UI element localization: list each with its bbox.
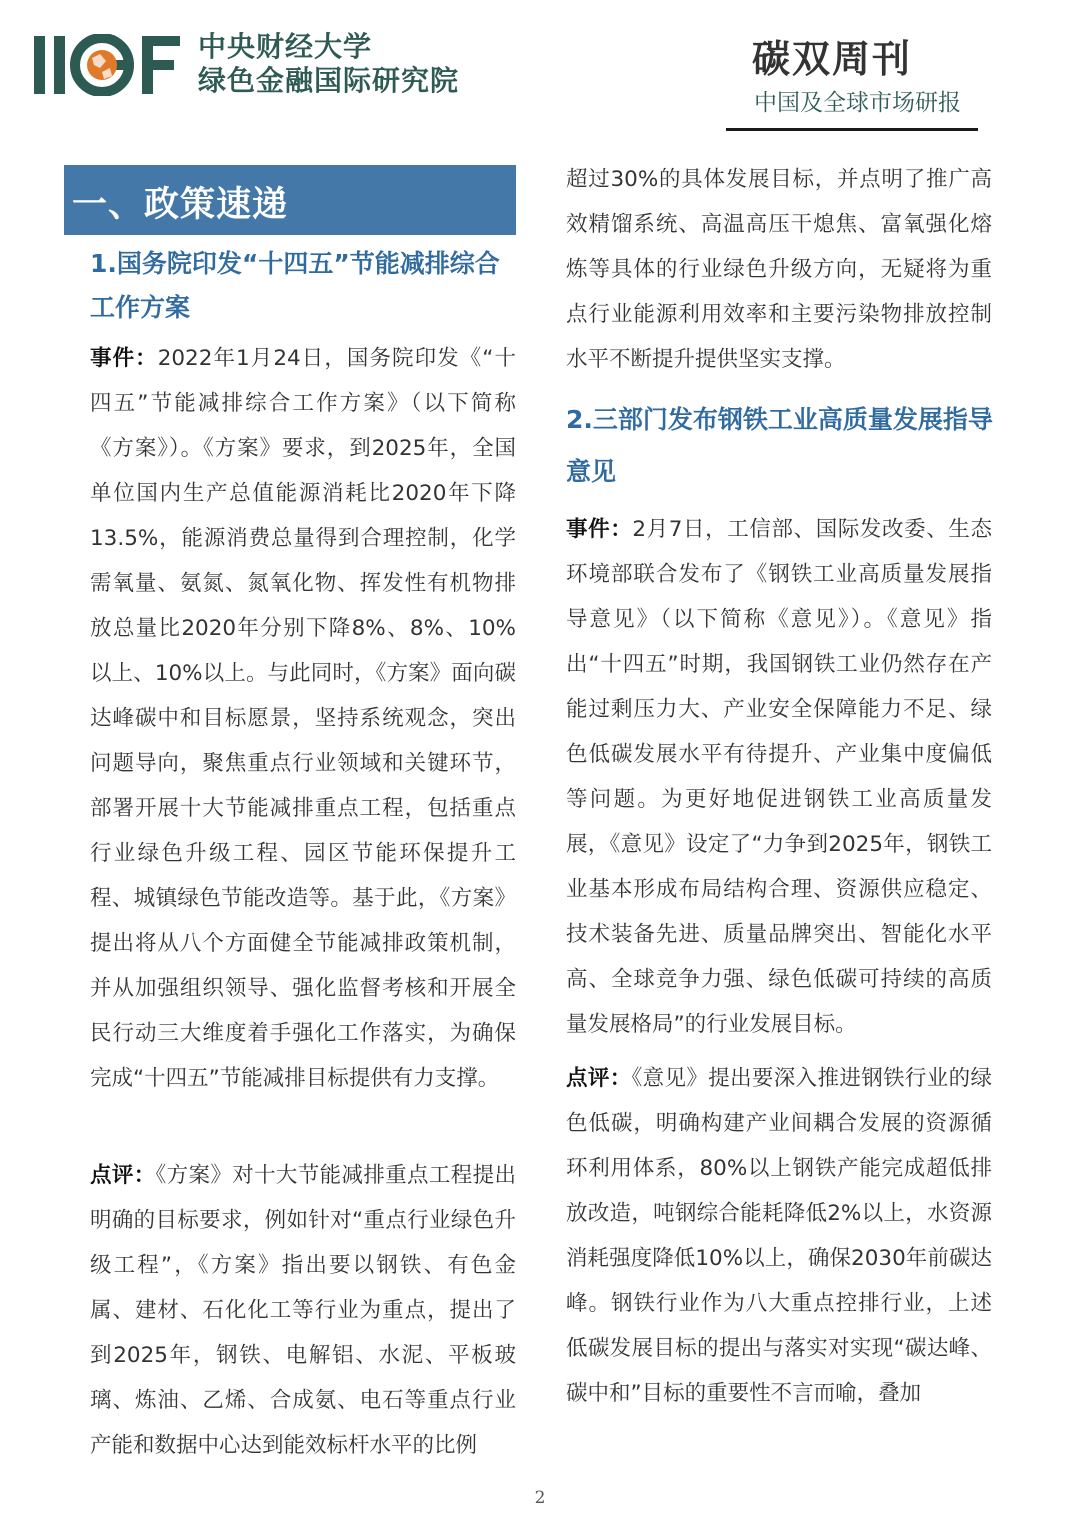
publication-subtitle: 中国及全球市场研报: [754, 90, 961, 116]
article1-event-text: 2022年1月24日，国务院印发《“十四五”节能减排综合工作方案》（以下简称《方案》）。《方案》要求，到2025年，全国单位国内生产总值能源消耗比2020年下降13.5%，能源消费总量得到合理控制，化学需氧量、氨氮、氮氧化物、挥发性有机物排放总量比2020年分别下降8%、8%、10%以上、10%以上。与此同时，《方案》面向碳达峰碳中和目标愿景，坚持系统观念，突出问题导向，聚焦重点行业领域和关键环节，部署开展十大节能减排重点工程，包括重点行业绿色升级工程、园区节能环保提升工程、城镇绿色节能改造等。基于此，《方案》提出将从八个方面健全节能减排政策机制，并从加强组织领导、强化监督考核和开展全民行动三大维度着手强化工作落实，为确保完成“十四五”节能减排目标提供有力支撑。: [90, 346, 516, 1091]
article2-comment: [566, 1056, 992, 1416]
article2-comment-label: 点评：: [566, 1066, 632, 1091]
article1-comment-continued: 超过30%的具体发展目标，并点明了推广高效精馏系统、高温高压干熄焦、富氧强化熔炼等具体的行业绿色升级方向，无疑将为重点行业能源利用效率和主要污染物排放控制水平不断提升提供坚实支撑。: [566, 167, 992, 372]
org-line1: 中央财经大学: [198, 30, 373, 63]
section-header: [64, 165, 516, 235]
article1-comment: [90, 1153, 516, 1468]
article1-comment-label: 点评：: [90, 1163, 156, 1188]
org-name: [198, 30, 459, 98]
article1-title: 1.国务院印发“十四五”节能减排综合工作方案: [90, 249, 500, 322]
article2-title: 2.三部门发布钢铁工业高质量发展指导意见: [566, 405, 993, 486]
article2-event-label: 事件：: [566, 517, 633, 542]
org-line2: 绿色金融国际研究院: [198, 64, 460, 97]
article1-comment-text: 《方案》对十大节能减排重点工程提出明确的目标要求，例如针对“重点行业绿色升级工程”，《方案》指出要以钢铁、有色金属、建材、石化化工等行业为重点，提出了到2025年，钢铁、电解铝、水泥、平板玻璃、炼油、乙烯、合成氨、电石等重点行业产能和数据中心达到能效标杆水平的比例: [90, 1163, 516, 1458]
article1-event-label: 事件：: [90, 346, 158, 371]
iigf-logo: [34, 34, 184, 96]
header-divider: [726, 128, 978, 131]
page-number: 2: [534, 1488, 546, 1508]
section-title: 一、政策速递: [72, 185, 289, 225]
article2-event: [566, 507, 992, 1047]
article1-event: [90, 336, 516, 1101]
article2-comment-text: 《意见》提出要深入推进钢铁行业的绿色低碳，明确构建产业间耦合发展的资源循环利用体系，80%以上钢铁产能完成超低排放改造，吨钢综合能耗降低2%以上，水资源消耗强度降低10%以上，确保2030年前碳达峰。钢铁行业作为八大重点控排行业，上述低碳发展目标的提出与落实对实现“碳达峰、碳中和”目标的重要性不言而喻，叠加: [566, 1066, 992, 1406]
article2-event-text: 2月7日，工信部、国际发改委、生态环境部联合发布了《钢铁工业高质量发展指导意见》（以下简称《意见》）。《意见》指出“十四五”时期，我国钢铁工业仍然存在产能过剩压力大、产业安全保障能力不足、绿色低碳发展水平有待提升、产业集中度偏低等问题。为更好地促进钢铁工业高质量发展，《意见》设定了“力争到2025年，钢铁工业基本形成布局结构合理、资源供应稳定、技术装备先进、质量品牌突出、智能化水平高、全球竞争力强、绿色低碳可持续的高质量发展格局”的行业发展目标。: [566, 517, 992, 1037]
publication-title: 碳双周刊: [752, 37, 913, 81]
